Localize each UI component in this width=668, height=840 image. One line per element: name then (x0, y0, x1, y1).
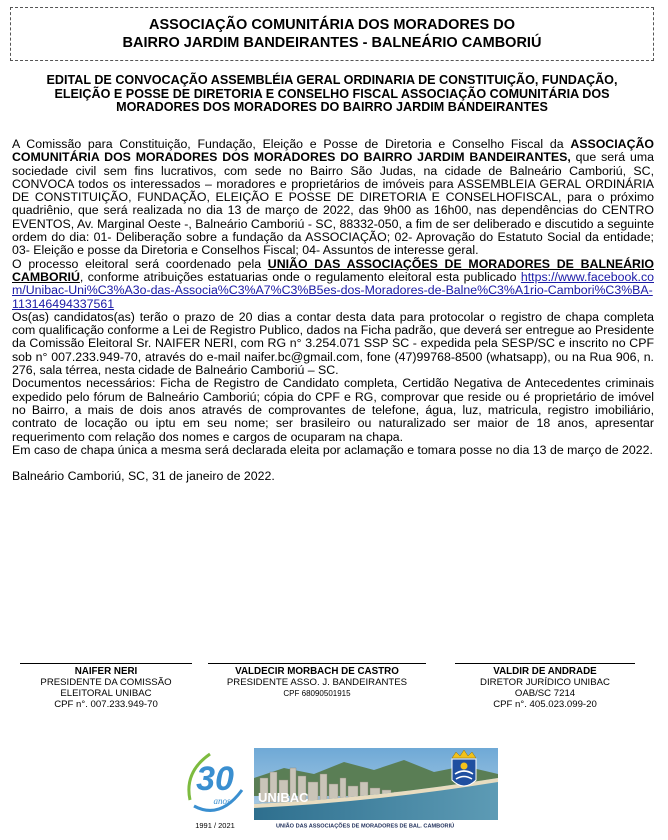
notice-body (12, 138, 654, 483)
paragraph-candidates: Os(as) candidatos(as) terão o prazo de 20 dias a contar desta data para protocolar o registro de chapa completa com qualificação conforme a Lei de Registro Publico, dados na Ficha padrão, que deverá ser entregue ao Presidente da Comissão Eleitoral Sr. NAIFER NERI, com RG n° 3.254.071 SSP SC - expedida pela SESP/SC e inscrito no CPF sob n° 007.233.949-70, através do e-mail naifer.bc@gmail.com, fone (47)99768-8500 (whatsapp), ou na Rua 906, n. 276, sala térrea, nesta cidade de Balneário Camboriú – SC. (12, 309, 654, 378)
signatory-name: VALDIR DE ANDRADE (493, 666, 597, 677)
paragraph-electoral-process (12, 258, 654, 311)
association-name: ASSOCIAÇÃO COMUNITÁRIA DOS MORADORES DOS MORADORES DO BAIRRO JARDIM BANDEIRANTES, (12, 137, 654, 165)
signature-naifer (20, 663, 192, 710)
signatory-oab: OAB/SC 7214 (514, 688, 576, 699)
signature-line (455, 663, 635, 664)
thirty-years-emblem (180, 742, 250, 832)
signature-valdir (455, 663, 635, 710)
signatory-name: NAIFER NERI (74, 666, 138, 677)
paragraph-convocation-text: que será uma sociedade civil sem fins lucrativos, com sede no Bairro São Judas, na cidade de Balneário Camboriú, SC, CONVOCA todos os interessados – moradores e proprietários de imóveis para ASSEMBLEIA GERAL ORDINÁRIA DE CONSTITUIÇÃO, FUNDAÇÃO, ELEIÇÃO E POSSE DE DIRETORIA E CONSELHOFISCAL, para o próximo quadriênio, que será realizada no dia 13 de março de 2022, das 9h00 as 16h00, nas dependências do CENTRO EVENTOS, Av. Marginal Oeste -, Balneário Camboriú - SC, 88332-050, a fim de ser deliberado e discutido a seguinte ordem do dia: 01- Deliberação sobre a fundação da ASSOCIAÇÃO; 02- Aprovação do Estatuto Social da entidade; 03- Eleição e posse da Diretoria e Conselhos Fiscal; 04- Assuntos de interesse geral. (12, 150, 654, 258)
paragraph-convocation (12, 138, 654, 258)
paragraph-electoral-text: , conforme atribuições estatuarias onde o regulamento eleitoral esta publicado (79, 269, 521, 284)
header-line-2: BAIRRO JARDIM BANDEIRANTES - BALNEÁRIO CAMBORIÚ (122, 35, 542, 51)
unibac-caption: UNIÃO DAS ASSOCIAÇÕES DE MORADORES DE BAL. CAMBORIÚ (276, 823, 455, 830)
facebook-link[interactable]: https://www.facebook.com/Unibac-Uni%C3%A3o-das-Associa%C3%A7%C3%B5es-dos-Moradores-de-Balne%C3%A1rio-Cambori%C3%BA-113146494337561 (12, 269, 654, 311)
signatory-doc: CPF n°. 007.233.949-70 (54, 699, 158, 710)
notice-title-line-2: ELEIÇÃO E POSSE DE DIRETORIA E CONSELHO FISCAL ASSOCIAÇÃO COMUNITÁRIA DOS (54, 86, 610, 101)
signatory-doc: CPF n°. 405.023.099-20 (493, 699, 597, 710)
place-date: Balneário Camboriú, SC, 31 de janeiro de 2022. (12, 469, 275, 484)
thirty-years-logo (180, 742, 250, 832)
association-header (10, 7, 654, 61)
signatory-role: PRESIDENTE ASSO. J. BANDEIRANTES (226, 677, 408, 688)
anniversary-years: 1991 / 2021 (195, 821, 235, 830)
signatory-role-2: ELEITORAL UNIBAC (60, 688, 152, 699)
signatory-role: PRESIDENTE DA COMISSÃO (40, 677, 172, 688)
header-line-1: ASSOCIAÇÃO COMUNITÁRIA DOS MORADORES DO (149, 17, 515, 33)
signatory-doc: CPF 68090501915 (283, 689, 351, 698)
notice-title (12, 74, 652, 115)
signatory-role: DIRETOR JURÍDICO UNIBAC (480, 677, 610, 688)
beach-city-photo (254, 748, 498, 830)
paragraph-documents: Documentos necessários: Ficha de Registro de Candidato completa, Certidão Negativa de Antecedentes criminais expedido pelo fórum de Balneário Camboriú; cópia do CPF e RG, comprovar que reside ou é proprietário de imóvel no Bairro, a mais de dois anos através de comprovantes de telefone, água, luz, matricula, registro imobiliário, contrato de locação ou iptu em seu nome; ser brasileiro ou naturalizado ser maior de 18 anos, apresentar requerimento com relação dos nomes e cargos de ocuparam na chapa. (12, 376, 654, 444)
paragraph-single-slate: Em caso de chapa única a mesma será declarada eleita por aclamação e tomara posse no dia 13 de março de 2022. (12, 442, 653, 457)
signature-valdecir (208, 663, 426, 699)
unibac-name: UNIÃO DAS ASSOCIAÇÕES DE MORADORES DE BALNEÁRIO CAMBORIÚ (12, 256, 654, 284)
signature-line (20, 663, 192, 664)
paragraph-convocation-intro: A Comissão para Constituição, Fundação, Eleição e Posse de Diretoria e Conselho Fiscal da (12, 137, 571, 151)
unibac-brand: UNIBAC (258, 790, 309, 805)
notice-title-line-1: EDITAL DE CONVOCAÇÃO ASSEMBLÉIA GERAL ORDINARIA DE CONSTITUIÇÃO, FUNDAÇÃO, (46, 73, 618, 87)
city-crest-icon (452, 750, 476, 786)
unibac-banner (254, 748, 498, 830)
signatory-name: VALDECIR MORBACH DE CASTRO (235, 666, 399, 677)
anniversary-word: anos (213, 796, 231, 806)
paragraph-electoral-intro: O processo eleitoral será coordenado pela (12, 256, 268, 271)
anniversary-number: 30 (196, 760, 234, 798)
notice-title-line-3: MORADORES DOS MORADORES DO BAIRRO JARDIM BANDEIRANTES (116, 100, 548, 114)
signature-line (208, 663, 426, 664)
